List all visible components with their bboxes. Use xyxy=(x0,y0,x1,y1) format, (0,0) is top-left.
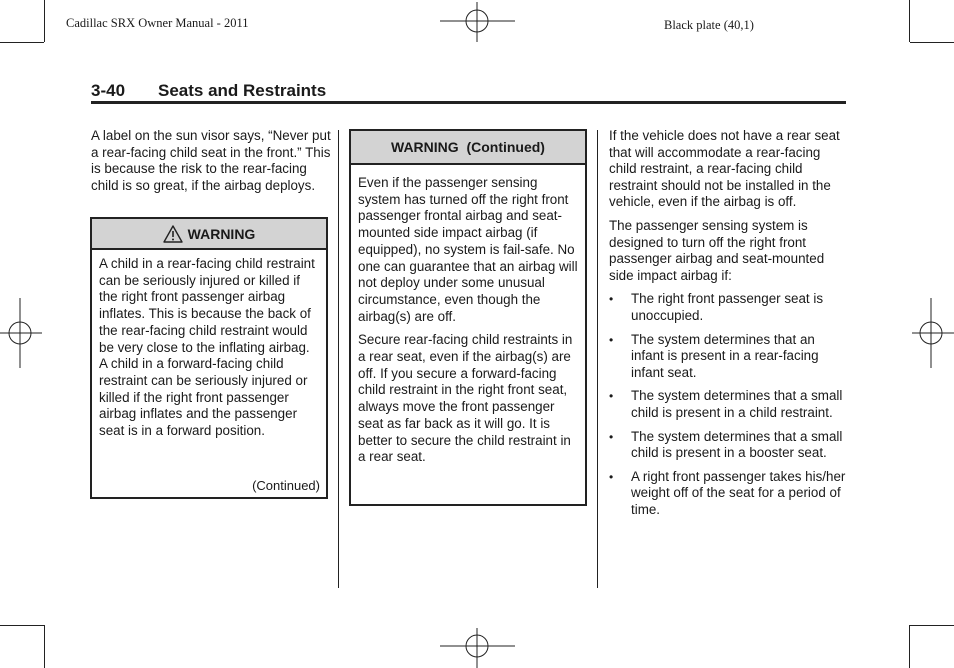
warning-continued-box xyxy=(349,129,587,506)
column-1-intro: A label on the sun visor says, “Never put a rear-facing child seat in the front.” This is because the risk to the rear-facing child is so great, if the airbag deploys. xyxy=(91,128,331,193)
continued-label: (Continued) xyxy=(252,478,320,493)
registration-mark-left xyxy=(0,298,42,368)
list-item: • The system determines that a small child is present in a booster seat. xyxy=(609,429,847,462)
warning-continued-para-2: Secure rear-facing child restraints in a rear seat, even if the airbag(s) are off. If you secure a forward-facing child restraint in the right front seat, always move the front passenger seat as far back as it will go. It is better to secure the child restraint in a rear seat. xyxy=(358,332,573,465)
warning-title: WARNING xyxy=(187,225,256,242)
warning-box xyxy=(90,217,328,499)
column-divider-1 xyxy=(338,130,339,588)
conditions-list xyxy=(609,291,847,518)
heading-rule xyxy=(91,101,846,104)
list-item: • The system determines that a small child is present in a child restraint. xyxy=(609,388,847,421)
plate-label: Black plate (40,1) xyxy=(664,18,754,32)
registration-mark-top xyxy=(440,2,515,42)
column-divider-2 xyxy=(597,130,598,588)
warning-triangle-icon xyxy=(163,225,183,243)
section-title: Seats and Restraints xyxy=(158,81,327,100)
column-3-para-1: If the vehicle does not have a rear seat that will accommodate a rear-facing child restraint, a rear-facing child restraint should not be installed in the vehicle, even if the airbag is off. xyxy=(609,128,840,210)
warning-continued-title: WARNING (Continued) xyxy=(391,139,545,155)
list-item: • The right front passenger seat is unoccupied. xyxy=(609,291,847,324)
warning-continued-header xyxy=(351,131,585,165)
warning-text: A child in a rear-facing child restraint can be seriously injured or killed if the right front passenger airbag inflates. This is because the back of the rear-facing child restraint would be very close to the inflating airbag. A child in a forward-facing child restraint can be seriously injured or killed if the right front passenger airbag inflates and the passenger seat is in a forward position. xyxy=(99,256,315,439)
list-item: • The system determines that an infant is present in a rear-facing infant seat. xyxy=(609,332,847,382)
list-item: • A right front passenger takes his/her weight off of the seat for a period of time. xyxy=(609,469,847,519)
column-3-para-2: The passenger sensing system is designed to turn off the right front passenger airbag and seat-mounted side impact airbag if: xyxy=(609,217,825,283)
registration-mark-right xyxy=(912,298,954,368)
manual-title: Cadillac SRX Owner Manual - 2011 xyxy=(66,16,249,30)
registration-mark-bottom xyxy=(440,628,515,668)
page-number: 3-40 xyxy=(91,81,126,100)
warning-header xyxy=(92,219,326,250)
warning-continued-para-1: Even if the passenger sensing system has turned off the right front passenger frontal airbag and seat-mounted side impact airbag (if equipped), no system is fail-safe. No one can guarantee that an airbag will not deploy under some unusual circumstance, even though the airbag(s) are off. xyxy=(358,175,578,324)
